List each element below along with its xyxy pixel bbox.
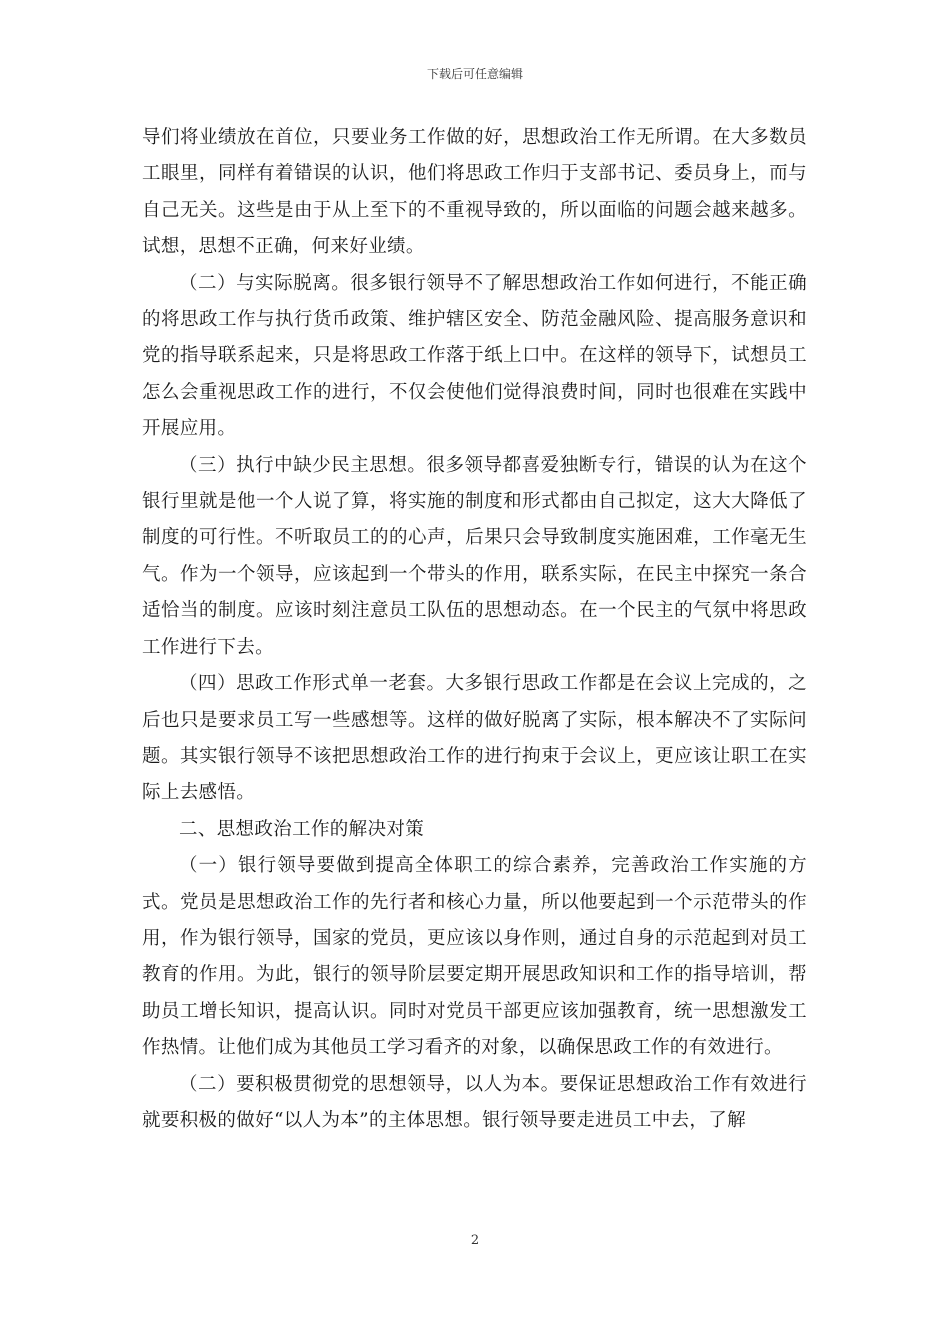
- section-heading: 二、思想政治工作的解决对策: [179, 818, 425, 840]
- paragraph-4: （四）思政工作形式单一老套。大多银行思政工作都是在会议上完成的，之后也只是要求员工写一些感想等。这样的做好脱离了实际，根本解决不了实际问题。其实银行领导不该把思想政治工作的进行拘束于会议上，更应该让职工在实际上去感悟。: [142, 673, 807, 804]
- page-number: 2: [470, 1233, 480, 1248]
- paragraph-6: （二）要积极贯彻党的思想领导，以人为本。要保证思想政治工作有效进行就要积极的做好“以人为本”的主体思想。银行领导要走进员工中去，了解: [142, 1073, 807, 1131]
- paragraph-3: （三）执行中缺少民主思想。很多领导都喜爱独断专行，错误的认为在这个银行里就是他一个人说了算，将实施的制度和形式都由自己拟定，这大大降低了制度的可行性。不听取员工的的心声，后果只会导致制度实施困难，工作毫无生气。作为一个领导，应该起到一个带头的作用，联系实际，在民主中探究一条合适恰当的制度。应该时刻注意员工队伍的思想动态。在一个民主的气氛中将思政工作进行下去。: [142, 454, 807, 658]
- paragraph-2: （二）与实际脱离。很多银行领导不了解思想政治工作如何进行，不能正确的将思政工作与执行货币政策、维护辖区安全、防范金融风险、提高服务意识和党的指导联系起来，只是将思政工作落于纸上口中。在这样的领导下，试想员工怎么会重视思政工作的进行，不仅会使他们觉得浪费时间，同时也很难在实践中开展应用。: [142, 272, 807, 440]
- page-header: 下载后可任意编辑: [426, 67, 523, 81]
- paragraph-5: （一）银行领导要做到提高全体职工的综合素养，完善政治工作实施的方式。党员是思想政治工作的先行者和核心力量，所以他要起到一个示范带头的作用，作为银行领导，国家的党员，更应该以身作则，通过自身的示范起到对员工教育的作用。为此，银行的领导阶层要定期开展思政知识和工作的指导培训，帮助员工增长知识，提高认识。同时对党员干部更应该加强教育，统一思想激发工作热情。让他们成为其他员工学习看齐的对象，以确保思政工作的有效进行。: [142, 855, 807, 1059]
- document-body: [142, 120, 807, 1139]
- paragraph-1: 导们将业绩放在首位，只要业务工作做的好，思想政治工作无所谓。在大多数员工眼里，同样有着错误的认识，他们将思政工作归于支部书记、委员身上，而与自己无关。这些是由于从上至下的不重视导致的，所以面临的问题会越来越多。试想，思想不正确，何来好业绩。: [142, 127, 807, 258]
